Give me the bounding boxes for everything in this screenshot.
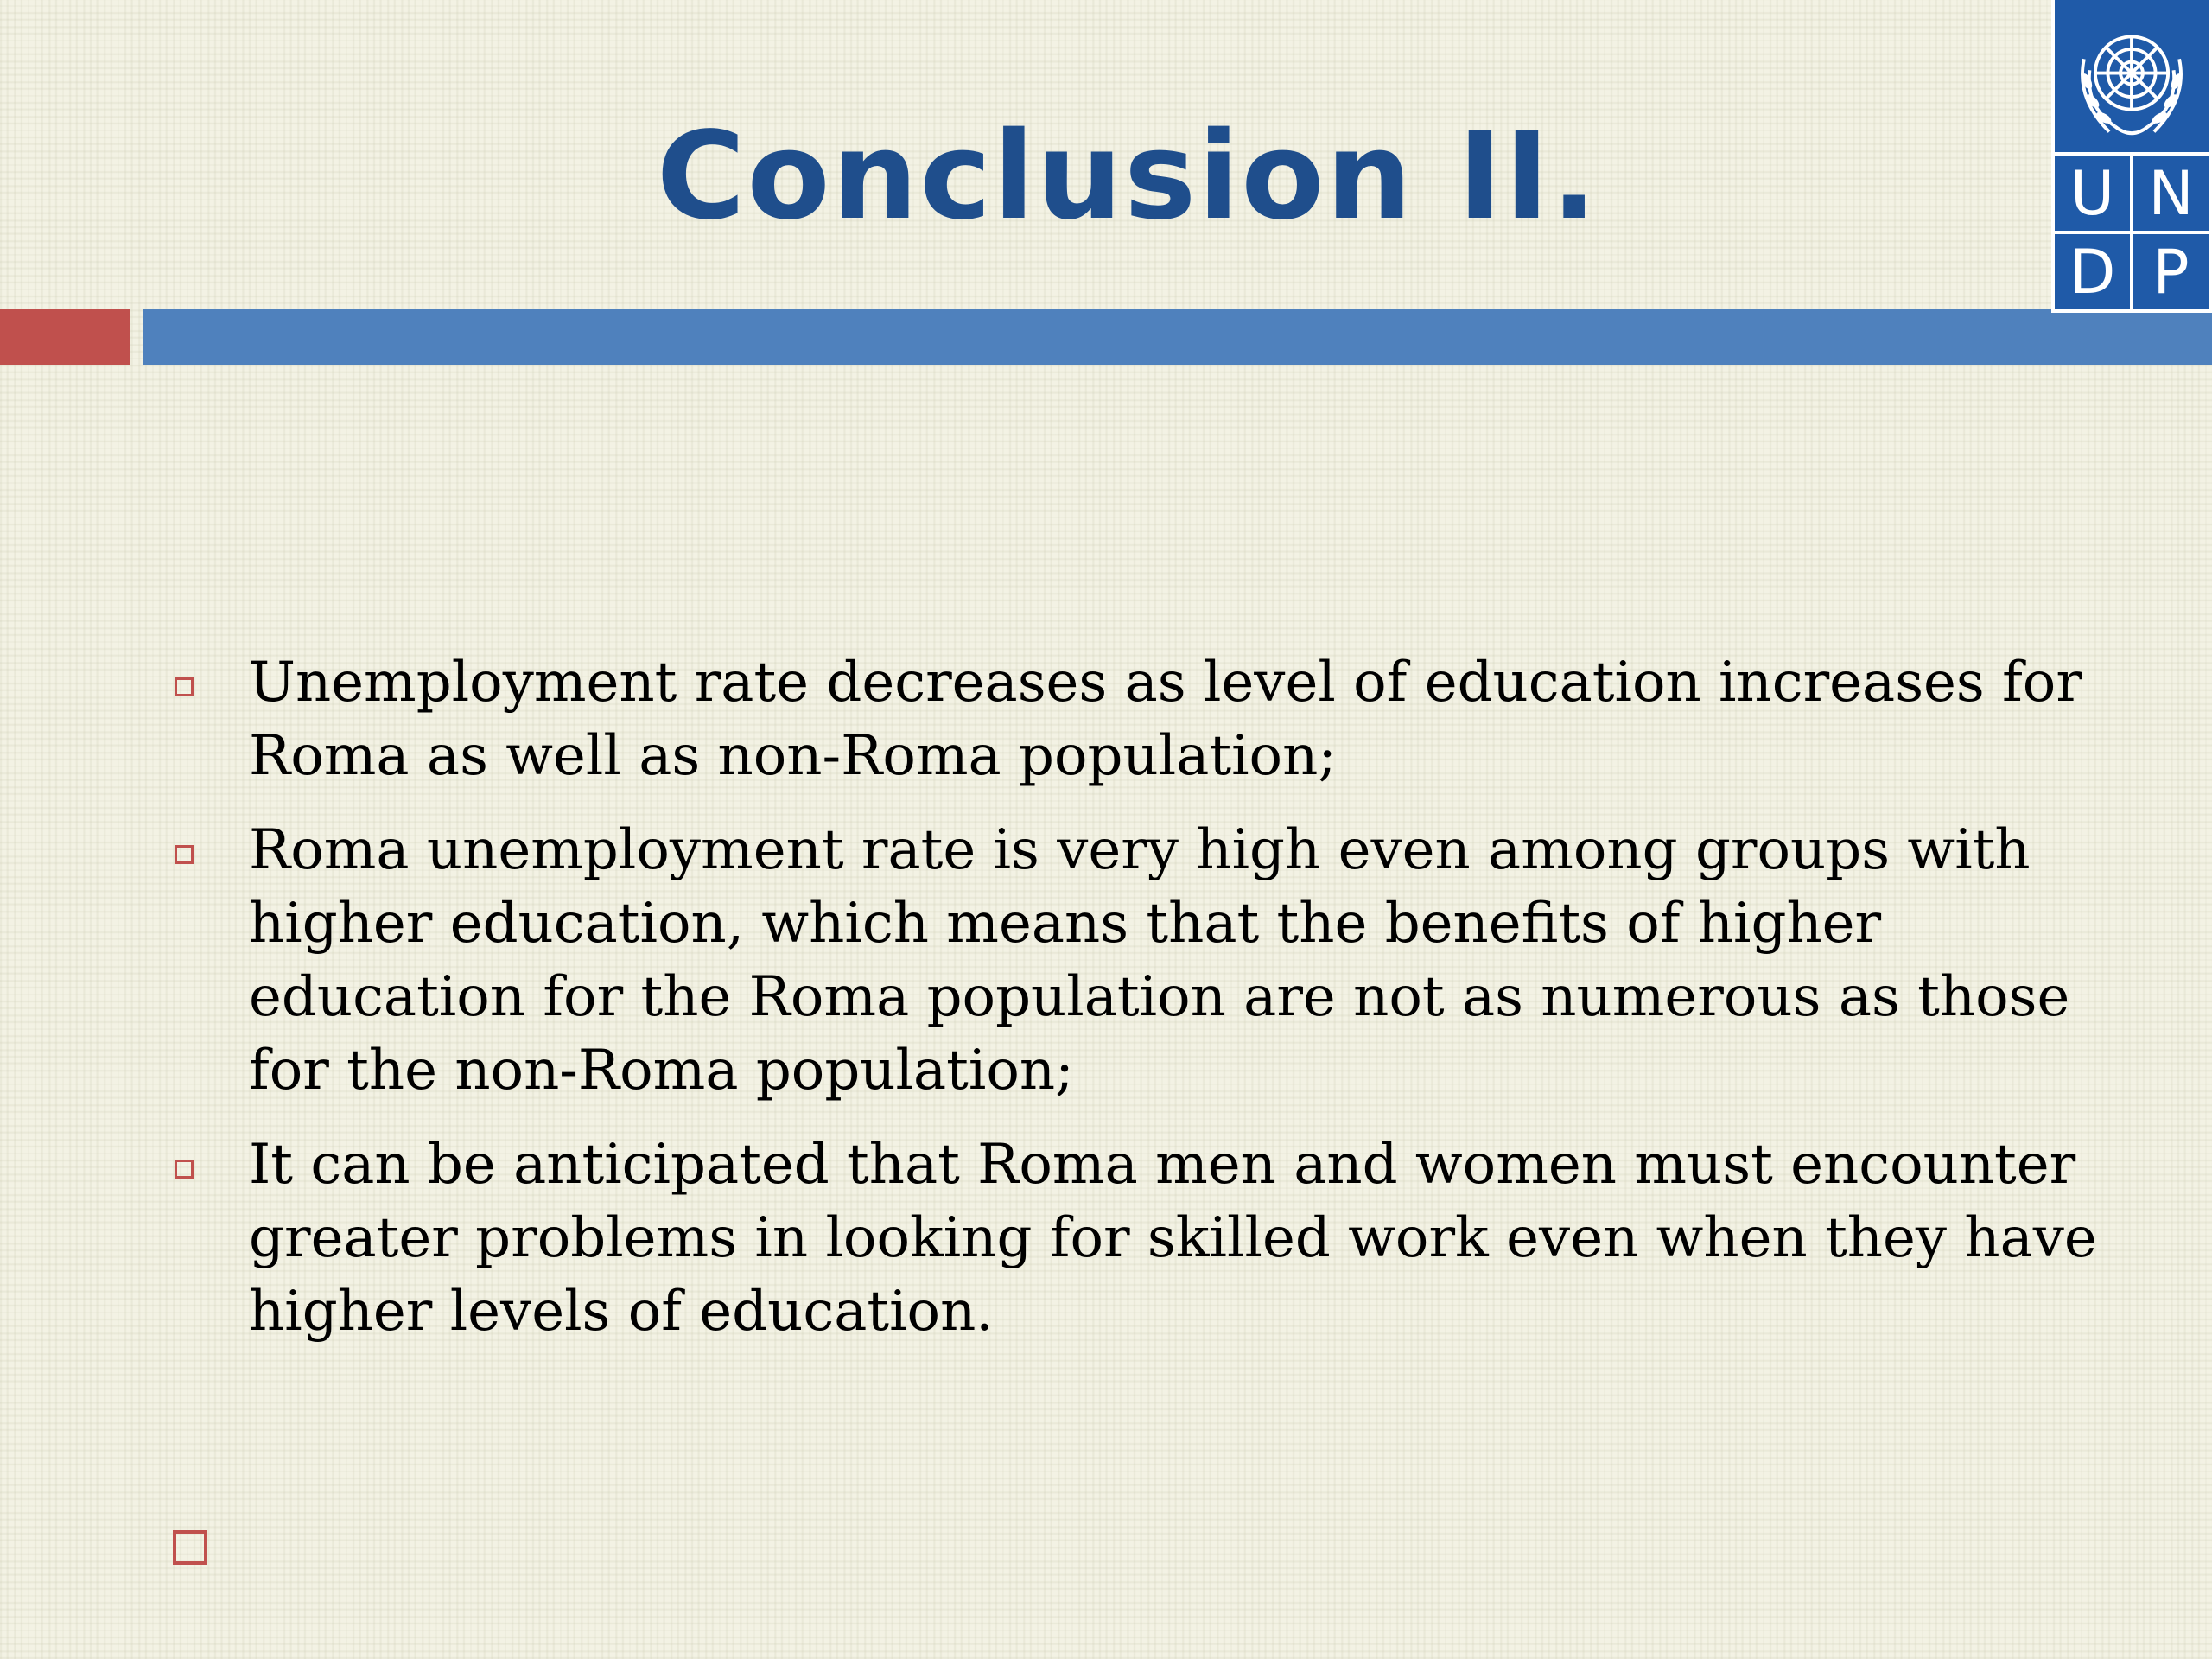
- accent-bar-red: [0, 309, 130, 365]
- empty-bullet-icon: [173, 1530, 207, 1565]
- bullet-text: It can be anticipated that Roma men and women must encounter greater problems in looking for skilled work even when they have higher levels of education.: [249, 1133, 2097, 1344]
- bullet-text: Roma unemployment rate is very high even among groups with higher education, which means that the benefits of higher education for the Roma population are not as numerous as those for the non-Roma population;: [249, 818, 2070, 1103]
- undp-logo: [2051, 0, 2212, 313]
- logo-letter: U: [2055, 156, 2130, 231]
- bullet-item: [164, 1128, 2134, 1349]
- square-bullet-icon: [175, 845, 194, 864]
- slide-title: Conclusion II.: [656, 106, 1599, 247]
- accent-bar-blue: [143, 309, 2212, 365]
- undp-letter-grid: [2055, 152, 2209, 309]
- bullet-item: [164, 646, 2134, 793]
- logo-letter: P: [2133, 234, 2209, 309]
- square-bullet-icon: [175, 1160, 194, 1179]
- logo-letter: N: [2133, 156, 2209, 231]
- square-bullet-icon: [175, 677, 194, 696]
- bullet-text: Unemployment rate decreases as level of education increases for Roma as well as non-Roma population;: [249, 651, 2082, 788]
- un-emblem-icon: [2062, 9, 2202, 149]
- bullet-item: [164, 814, 2134, 1108]
- logo-letter: D: [2055, 234, 2130, 309]
- bullet-list: [164, 646, 2134, 1370]
